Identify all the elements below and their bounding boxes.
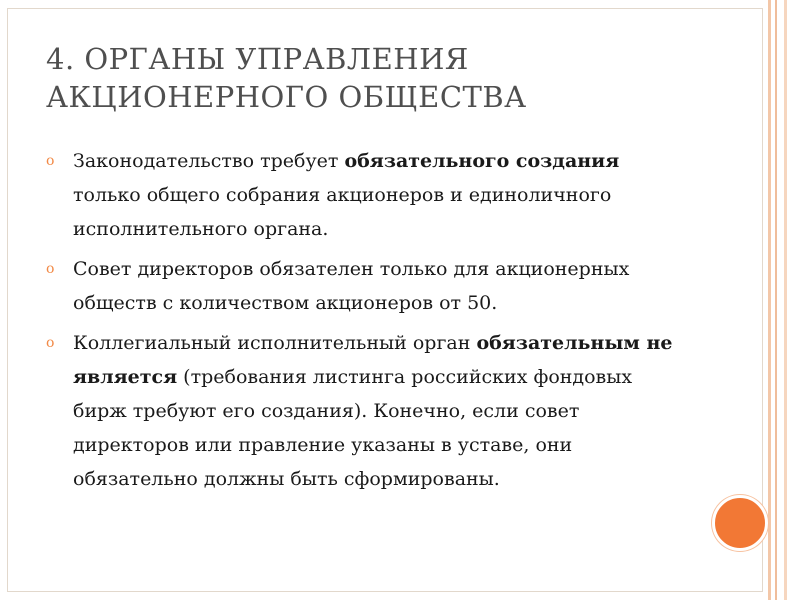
bullet-circle-icon: o: [46, 153, 55, 169]
bullet-list: [46, 144, 686, 496]
slide-title: [46, 40, 706, 116]
bullet-3-text-part: Коллегиальный исполнительный орган: [73, 332, 477, 354]
bullet-item-1: [46, 144, 686, 246]
bullet-3-bold-part: обязательным не является: [73, 332, 673, 388]
bullet-item-3: [46, 326, 686, 496]
decorative-side-stripes: [764, 0, 800, 600]
bullet-circle-icon: o: [46, 335, 55, 351]
bullet-circle-icon: o: [46, 261, 55, 277]
bullet-text-2: [73, 258, 629, 314]
decorative-orange-circle: [712, 495, 768, 551]
bullet-1-text-part: Законодательство требует: [73, 150, 345, 172]
slide-title-line-2: АКЦИОНЕРНОГО ОБЩЕСТВА: [46, 80, 527, 114]
bullet-1-text-part: только общего собрания акционеров и единоличного исполнительного органа.: [73, 184, 612, 240]
bullet-1-bold-part: обязательного создания: [344, 150, 620, 172]
bullet-text-1: [73, 150, 619, 240]
bullet-2-text-part: Совет директоров обязателен только для акционерных обществ с количеством акционеров от 50.: [73, 258, 630, 314]
bullet-3-text-part: (требования листинга российских фондовых бирж требуют его создания). Конечно, если совет директоров или правление указаны в уставе, они обязательно должны быть сформированы.: [73, 366, 633, 490]
bullet-item-2: [46, 252, 686, 320]
slide-title-line-1: 4. ОРГАНЫ УПРАВЛЕНИЯ: [46, 42, 469, 76]
bullet-text-3: [73, 332, 672, 490]
